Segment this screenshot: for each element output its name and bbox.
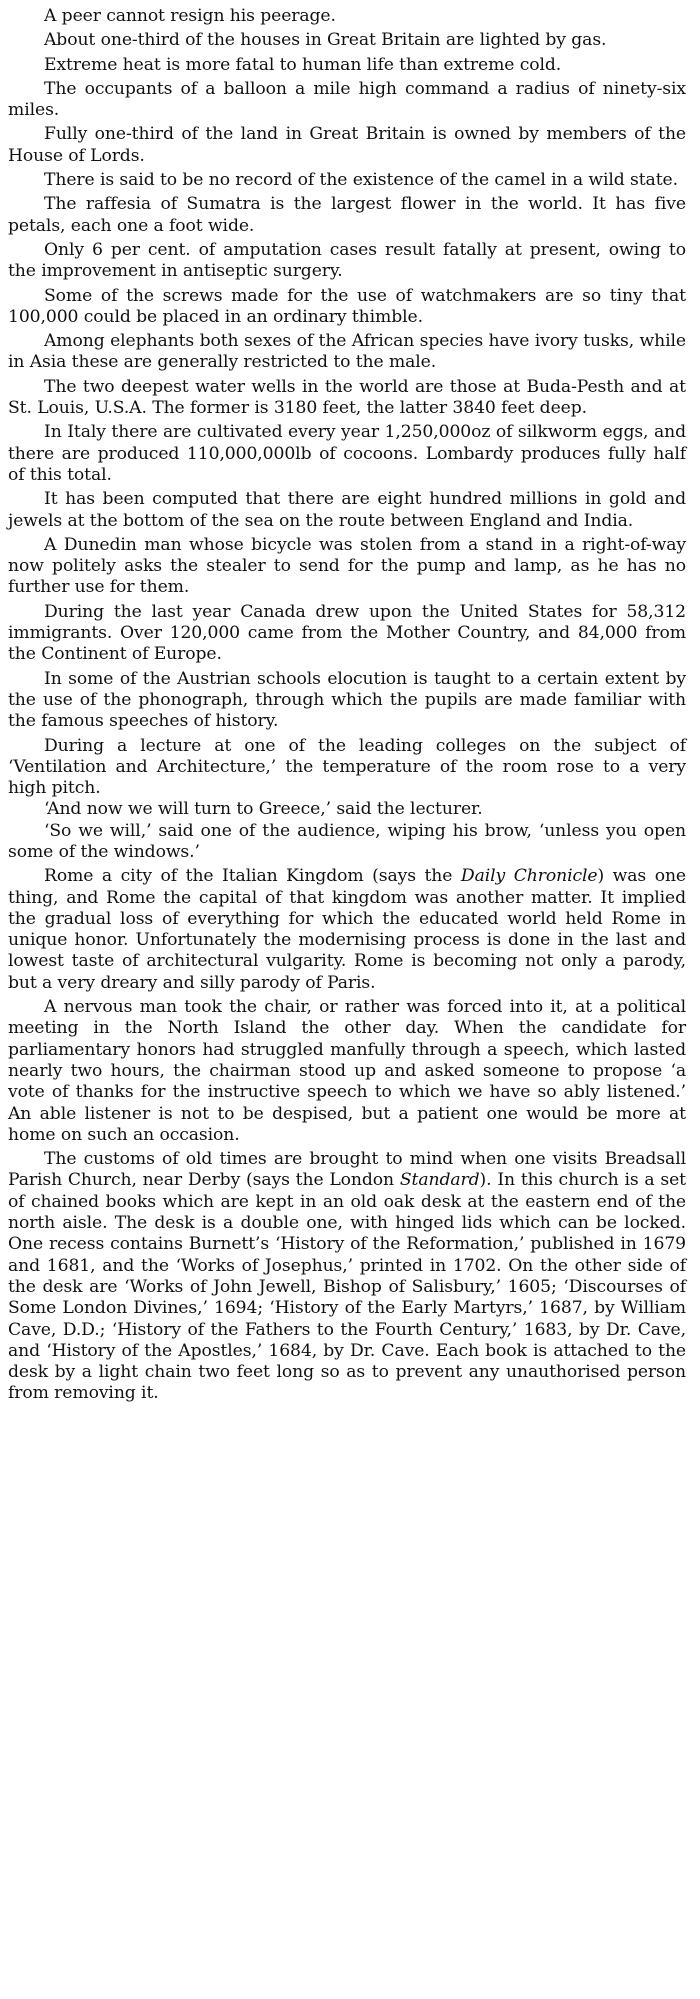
paragraph-bicycle: A Dunedin man whose bicycle was stolen from a stand in a right-of-way now politely asks the stealer to send for the pump and lamp, as he has no further use for them. bbox=[8, 534, 686, 598]
paragraph-sea-treasure: It has been computed that there are eight hundred millions in gold and jewels at the bottom of the sea on the route between England and India. bbox=[8, 489, 686, 531]
paragraph-silkworm: In Italy there are cultivated every year 1,250,000oz of silkworm eggs, and there are produced 110,000,000lb of cocoons. Lombardy produces fully half of this total. bbox=[8, 422, 686, 485]
paragraph-rome bbox=[8, 866, 686, 994]
paragraph-gas: About one-third of the houses in Great Britain are lighted by gas. bbox=[44, 30, 607, 51]
rome-text-before: Rome a city of the Italian Kingdom (says the bbox=[44, 866, 461, 887]
paragraph-chained-books bbox=[8, 1149, 686, 1405]
paragraph-lecture: During a lecture at one of the leading colleges on the subject of ‘Ventilation and Architecture,’ the temperature of the room rose to a very high pitch. bbox=[8, 735, 686, 799]
paragraph-elephants: Among elephants both sexes of the African species have ivory tusks, while in Asia these are generally restricted to the male. bbox=[8, 331, 686, 373]
paragraph-screws: Some of the screws made for the use of watchmakers are so tiny that 100,000 could be placed in an ordinary thimble. bbox=[8, 285, 686, 327]
rome-text-after: ) was one thing, and Rome the capital of that kingdom was another matter. It implied the gradual loss of everything for which the educated world held Rome in unique honor. Unfortunately the modernising process is done in the last and lowest taste of architectural vulgarity. Rome is becoming not only a parody, but a very dreary and silly parody of Paris. bbox=[8, 866, 687, 993]
paragraph-wells: The two deepest water wells in the world are those at Buda-Pesth and at St. Louis, U.S.A. The former is 3180 feet, the latter 3840 feet deep. bbox=[8, 376, 686, 419]
customs-text-before: The customs of old times are brought to mind when one visits Breadsall Parish Church, near Derby (says the London bbox=[8, 1149, 686, 1191]
paragraph-amputation: Only 6 per cent. of amputation cases result fatally at present, owing to the improvement in antiseptic surgery. bbox=[8, 239, 686, 282]
customs-text-after: ). In this church is a set of chained books which are kept in an old oak desk at the eastern end of the north aisle. The desk is a double one, with hinged lids which can be locked. One recess contains Burnett’s ‘History of the Reformation,’ published in 1679 and 1681, and the ‘Works of Josephus,’ printed in 1702. On the other side of the desk are ‘Works of John Jewell, Bishop of Salisbury,’ 1605; ‘Discourses of Some London Divines,’ 1694; ‘History of the Early Martyrs,’ 1687, by William Cave, D.D.; ‘History of the Fathers to the Fourth Century,’ 1683, by Dr. Cave, and ‘History of the Apostles,’ 1684, by Dr. Cave. Each book is attached to the desk by a light chain two feet long so as to prevent any unauthorised person from removing it. bbox=[8, 1170, 686, 1404]
paragraph-heat: Extreme heat is more fatal to human life than extreme cold. bbox=[44, 54, 562, 75]
customs-source: Standard bbox=[399, 1170, 480, 1191]
rome-source: Daily Chronicle bbox=[460, 866, 598, 887]
paragraph-nervous-man: A nervous man took the chair, or rather was forced into it, at a political meeting in the North Island the other day. When the candidate for parliamentary honors had struggled manfully through a speech, which lasted nearly two hours, the chairman stood up and asked someone to propose ‘a vote of thanks for the instructive speech to which we have so ably listened.’ An able listener is not to be despised, but a patient one would be more at home on such an occasion. bbox=[8, 997, 686, 1145]
paragraph-balloon: The occupants of a balloon a mile high command a radius of ninety-six miles. bbox=[8, 78, 686, 121]
paragraph-audience-quote: ‘So we will,’ said one of the audience, wiping his brow, ‘unless you open some of the windows.’ bbox=[8, 820, 686, 862]
paragraph-camel: There is said to be no record of the existence of the camel in a wild state. bbox=[44, 170, 678, 191]
paragraph-phonograph: In some of the Austrian schools elocution is taught to a certain extent by the use of the phonograph, through which the pupils are made familiar with the famous speeches of history. bbox=[8, 668, 686, 732]
paragraph-house-of-lords: Fully one-third of the land in Great Britain is owned by members of the House of Lords. bbox=[8, 124, 686, 166]
paragraph-peerage: A peer cannot resign his peerage. bbox=[44, 6, 336, 26]
paragraph-lecturer-quote: ‘And now we will turn to Greece,’ said the lecturer. bbox=[44, 799, 483, 820]
paragraph-raffesia: The raffesia of Sumatra is the largest flower in the world. It has five petals, each one a foot wide. bbox=[8, 194, 686, 236]
paragraph-canada: During the last year Canada drew upon the United States for 58,312 immigrants. Over 120,000 came from the Mother Country, and 84,000 from the Continent of Europe. bbox=[8, 601, 686, 665]
